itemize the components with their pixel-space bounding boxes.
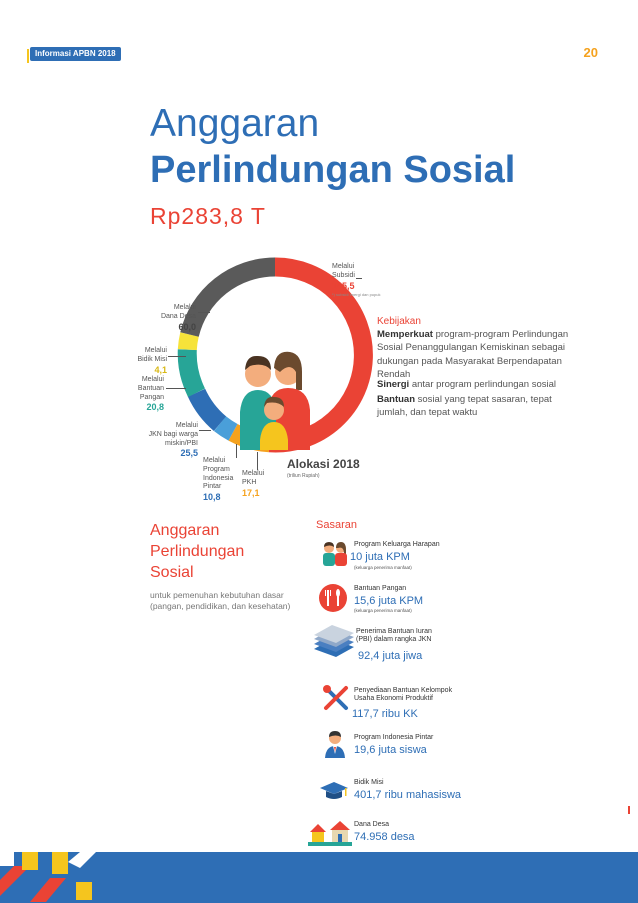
policy-title: Kebijakan [377, 316, 421, 327]
target-bidik-name: Bidik Misi [354, 779, 384, 786]
target-pkh-note: (keluarga penerima manfaat) [354, 565, 412, 570]
label-pip: Melalui Program Indonesia Pintar 10,8 [203, 457, 234, 502]
segment-dana-desa [190, 267, 276, 335]
label-bidik-misi: Melalui Bidik Misi 4,1 [137, 347, 167, 375]
leader-subsidi [356, 278, 362, 279]
target-desa-name: Dana Desa [354, 821, 390, 828]
segment-jkn [197, 393, 221, 424]
village-icon [308, 818, 352, 848]
label-subsidi: Melalui Subsidi 145,5 *) subsidi energi dan pupuk [332, 263, 381, 297]
target-kube-value: 117,7 ribu KK [352, 708, 418, 720]
target-pbi-value: 92,4 juta jiwa [358, 650, 423, 662]
policy-item-3: Bantuan sosial yang tepat sasaran, tepat jumlah, dan tepat waktu [377, 394, 552, 419]
page-number: 20 [583, 45, 598, 60]
target-pkh-value: 10 juta KPM [350, 551, 410, 563]
stacked-cards-icon [312, 625, 356, 661]
target-bidik-value: 401,7 ribu mahasiswa [354, 789, 462, 801]
segment-pip [220, 424, 233, 433]
tools-icon [322, 684, 350, 712]
target-desa-value: 74.958 desa [354, 831, 415, 843]
target-pip-name: Program Indonesia Pintar [354, 734, 434, 741]
targets-title: Sasaran [316, 519, 357, 531]
target-pip-value: 19,6 juta siswa [354, 744, 427, 756]
policy-item-1: Memperkuat program-program Perlindungan Sosial Penanggulangan Kemiskinan sebagai dukungan pada Masyarakat Berpendapatan Rendah [377, 329, 569, 380]
leader-pkh [257, 452, 258, 470]
title-line2: Perlindungan Sosial [150, 149, 516, 191]
target-pangan-name: Bantuan Pangan [354, 585, 407, 592]
student-icon [322, 730, 348, 760]
edge-marker [628, 806, 630, 814]
title-line1: Anggaran [150, 102, 320, 145]
leader-bantuan-pangan [166, 388, 186, 389]
label-jkn: Melalui JKN bagi warga miskin/PBI 25,5 [148, 422, 198, 459]
food-icon [318, 583, 348, 613]
family-icon [318, 538, 352, 568]
section-tag: Informasi APBN 2018 [30, 47, 121, 61]
target-pbi-name: Penerima Bantuan Iuran (PBI) dalam rangka JKN [356, 628, 432, 644]
target-pangan-note: (keluarga penerima manfaat) [354, 608, 412, 613]
target-pangan-value: 15,6 juta KPM [354, 595, 424, 607]
label-dana-desa: Melalui Dana Desa 60,0 [160, 304, 196, 332]
leader-pip [236, 444, 237, 458]
leader-bidik-misi [168, 356, 186, 357]
total-amount: Rp283,8 T [150, 203, 266, 229]
label-bantuan-pangan: Melalui Bantuan Pangan 20,8 [137, 376, 164, 413]
section-description: untuk pemenuhan kebutuhan dasar (pangan, pendidikan, dan kesehatan) [150, 590, 291, 612]
leader-dana-desa [198, 312, 210, 313]
family-illustration [240, 352, 310, 450]
allocation-unit: (triliun Rupiah) [287, 473, 320, 479]
target-pkh-name: Program Keluarga Harapan [354, 541, 440, 548]
policy-item-2: Sinergi antar program perlindungan sosial [377, 379, 557, 390]
section-heading: Anggaran Perlindungan Sosial [150, 522, 245, 581]
label-pkh: Melalui PKH 17,1 [242, 470, 265, 498]
leader-jkn [199, 430, 211, 431]
segment-bantuan-pangan [187, 350, 196, 393]
allocation-title: Alokasi 2018 [287, 457, 360, 471]
target-kube-name: Penyediaan Bantuan Kelompok Usaha Ekonomi Produktif [354, 687, 453, 703]
graduation-cap-icon [318, 780, 350, 802]
footer-decoration [0, 852, 100, 903]
segment-bidik-misi [187, 335, 189, 350]
